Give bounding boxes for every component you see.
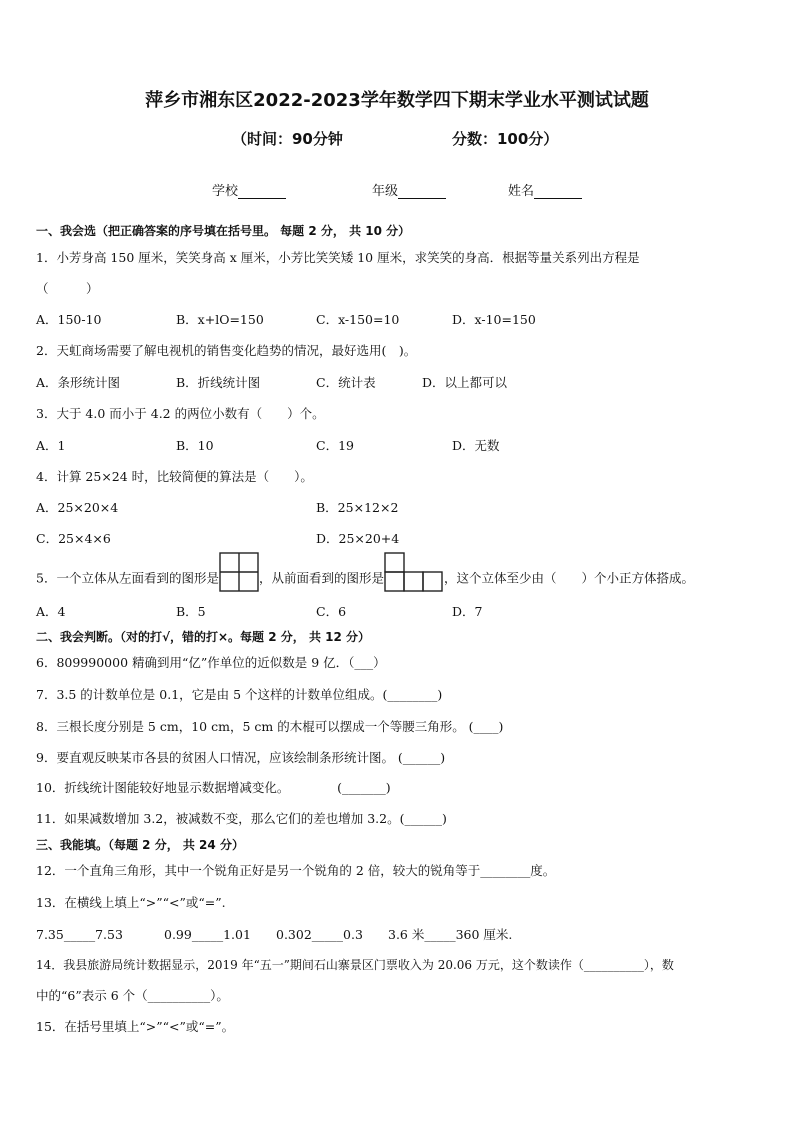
name-label: 姓名 (508, 184, 535, 199)
exam-time: （时间：90分钟 (232, 130, 343, 148)
q2-option-c[interactable]: C．统计表 (316, 375, 376, 390)
q4-option-a[interactable]: A．25×20×4 (36, 500, 119, 515)
section1-heading: 一、我会选（把正确答案的序号填在括号里。 每题 2 分， 共 10 分） (36, 224, 411, 238)
q14-text-line2: 中的“6”表示 6 个（__________）。 (36, 988, 229, 1003)
section2-heading: 二、我会判断。（对的打√，错的打×。每题 2 分， 共 12 分） (36, 630, 370, 644)
name-blank[interactable] (534, 184, 582, 199)
q11-text: 11．如果减数增加 3.2，被减数不变，那么它们的差也增加 3.2。(______) (36, 811, 447, 826)
q2-text: 2．天虹商场需要了解电视机的销售变化趋势的情况，最好选用( )。 (36, 343, 417, 358)
q13-item[interactable]: 7.35_____7.53 (36, 927, 123, 942)
q3-option-b[interactable]: B．10 (176, 438, 214, 453)
q5-text-b: ，从前面看到的图形是 (258, 570, 384, 586)
q3-option-a[interactable]: A．1 (36, 438, 66, 453)
school-blank[interactable] (238, 184, 286, 199)
q1-option-c[interactable]: C．x-150=10 (316, 312, 400, 327)
q5-text-a: 5．一个立体从左面看到的图形是 (36, 570, 219, 586)
q9-text: 9．要直观反映某市各县的贫困人口情况，应该绘制条形统计图。 (______) (36, 750, 446, 765)
left-view-figure (219, 552, 259, 592)
q15-text: 15．在括号里填上“>”“<”或“=”。 (36, 1019, 235, 1034)
q5-option-a[interactable]: A．4 (36, 604, 66, 619)
q3-option-d[interactable]: D．无数 (452, 438, 500, 453)
school-label: 学校 (212, 184, 239, 199)
school-field (212, 180, 286, 199)
q1-option-b[interactable]: B．x+lO=150 (176, 312, 264, 327)
q13-item[interactable]: 0.302_____0.3 (276, 927, 363, 942)
exam-score: 分数：100分） (452, 130, 559, 148)
q4-text: 4．计算 25×24 时，比较简便的算法是（ ）。 (36, 469, 313, 484)
q4-option-d[interactable]: D．25×20+4 (316, 531, 400, 546)
q14-text-line1: 14．我县旅游局统计数据显示，2019 年“五一”期间石山寨景区门票收入为 20.06 万元，这个数读作（__________），数 (36, 958, 674, 972)
q1-paren: （ ） (36, 281, 99, 296)
page-title: 萍乡市湘东区2022-2023学年数学四下期末学业水平测试试题 (145, 90, 649, 111)
q13-item[interactable]: 3.6 米_____360 厘米. (388, 927, 513, 942)
q10-text: 10．折线统计图能较好地显示数据增减变化。 (_______) (36, 780, 391, 795)
grade-blank[interactable] (398, 184, 446, 199)
q2-option-a[interactable]: A．条形统计图 (36, 375, 121, 390)
q12-text: 12．一个直角三角形，其中一个锐角正好是另一个锐角的 2 倍，较大的锐角等于________度。 (36, 863, 556, 878)
q13-item[interactable]: 0.99_____1.01 (164, 927, 251, 942)
q1-text: 1．小芳身高 150 厘米，笑笑身高 x 厘米，小芳比笑笑矮 10 厘米，求笑笑的身高．根据等量关系列出方程是 (36, 250, 640, 265)
q13-text: 13．在横线上填上“>”“<”或“=”. (36, 895, 226, 910)
q3-option-c[interactable]: C．19 (316, 438, 354, 453)
section3-heading: 三、我能填。（每题 2 分， 共 24 分） (36, 838, 244, 852)
q1-option-d[interactable]: D．x-10=150 (452, 312, 536, 327)
q1-option-a[interactable]: A．150-10 (36, 312, 102, 327)
q2-option-b[interactable]: B．折线统计图 (176, 375, 261, 390)
q8-text: 8．三根长度分别是 5 cm，10 cm，5 cm 的木棍可以摆成一个等腰三角形。 (____) (36, 719, 504, 734)
grade-field (372, 180, 446, 199)
q2-option-d[interactable]: D．以上都可以 (422, 375, 508, 390)
q6-text: 6．809990000 精确到用“亿”作单位的近似数是 9 亿．（___） (36, 655, 386, 670)
q5-option-d[interactable]: D．7 (452, 604, 483, 619)
q5-option-c[interactable]: C．6 (316, 604, 347, 619)
q4-option-c[interactable]: C．25×4×6 (36, 531, 111, 546)
grade-label: 年级 (372, 184, 399, 199)
q5-text (36, 566, 694, 592)
q7-text: 7．3.5 的计数单位是 0.1，它是由 5 个这样的计数单位组成。(________) (36, 687, 443, 702)
q3-text: 3．大于 4.0 而小于 4.2 的两位小数有（ ）个。 (36, 406, 325, 421)
q4-option-b[interactable]: B．25×12×2 (316, 500, 399, 515)
front-view-figure (384, 552, 444, 592)
q5-text-c: ，这个立体至少由（ ）个小正方体搭成。 (443, 570, 694, 586)
q5-option-b[interactable]: B．5 (176, 604, 206, 619)
name-field (508, 180, 582, 199)
